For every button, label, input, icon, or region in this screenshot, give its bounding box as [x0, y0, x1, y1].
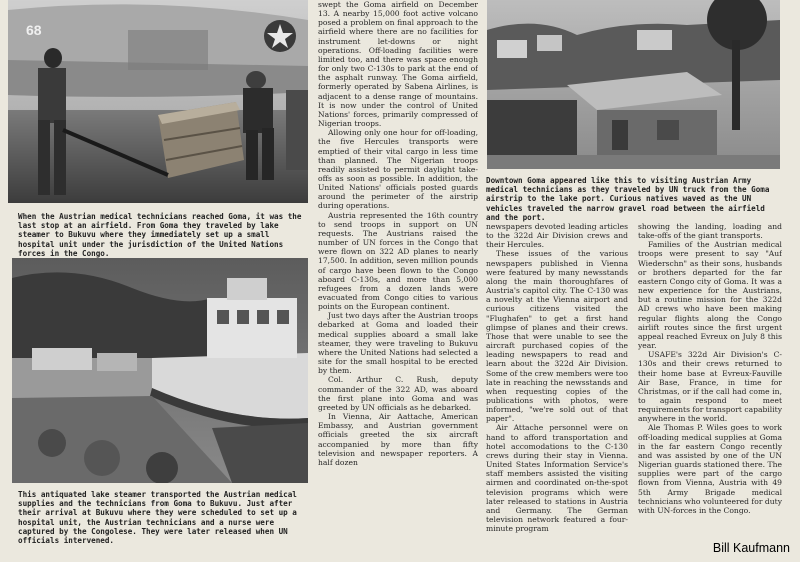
photo-lake-steamer	[12, 258, 308, 483]
paragraph: Austria represented the 16th country to send troops in support on UN requests. The Austrians raised the number of UN forces in the Congo that were flown on 322 AD planes to nearly 17,500. In addition, seven million pounds of cargo have been flown to the Congo aboard C-130s, and more than 5,000 refugees from a dozen lands were evacuated from Congo cities to various points on the European continent.	[318, 210, 478, 312]
paragraph: Ale Thomas P. Wiles goes to work off-loading medical supplies at Goma in the far eastern Congo recently and was assisted by one of the UN Nigerian guards stationed there. The supplies were part of the cargo flown from Vienna, Austria with 49 5th Army Brigade medical technicians who volunteered for duty with UN-forces in the Congo.	[638, 423, 782, 515]
article-column-middle-upper	[318, 0, 478, 562]
photo-goma-airfield-unloading	[8, 0, 308, 203]
article-column-center	[486, 222, 628, 562]
paragraph: In Vienna, Air Aattache, American Embassy, and Austrian government officials greeted the six aircraft accompanied by more than fifty television and newspaper reporters. A half dozen	[318, 412, 478, 467]
paragraph: Allowing only one hour for off-loading, the five Hercules transports were emptied of their vital cargo in less time than planned. The Nigerian troops readily assisted to permit daylight take-offs as soon as possible. In addition, the United Nations' officials posted guards around the perimeter of the airstrip during operations.	[318, 128, 478, 211]
photo-downtown-goma	[487, 0, 780, 169]
paragraph: Families of the Austrian medical troops were present to say "Auf Wiederschn" as their sons, husbands or brothers departed for the far eastern Congo city of Goma. It was a new experience for the Austrians, but a routine mission for the 322d AD crews who have been making regular flights along the Congo airlift routes since the first urgent appeal reached Evreux on July 8 this year.	[638, 240, 782, 351]
paragraph: Just two days after the Austrian troops debarked at Goma and loaded their medical supplies aboard a small lake steamer, they were traveling to Bukuvu where the United Nations had selected a site for the small hospital to be erected by them.	[318, 311, 478, 376]
paragraph: swept the Goma airfield on December 13. A nearby 15,000 foot active volcano posed a problem on final approach to the airfield where there are no facilities for instrument let-downs or night operations. Off-loading facilities were limited too, and there was space enough for only two C-130s to park at the end of the asphalt runway. The Goma airfield, formerly operated by Sabena Airlines, is adjacent to a dense range of mountains. It is now under the control of United Nations' forces, primarily compressed of Nigerian troops.	[318, 0, 478, 129]
paragraph: These issues of the various newspapers published in Vienna were featured by many newsstands along the main thoroughfares of Austria's capitol city. The C-130 was a novelty at the Vienna airport and curious citizens visited the "Flughafen" to get a first hand glimpse of planes and their crews. Those that were unable to see the aircraft purchased copies of the leading newspapers to read and learn about the 322d Air Division. Some of the crew members were too late in reaching the newsstands and when requesting copies of the publications with photos, were informed, "we're sold out of that paper".	[486, 249, 628, 424]
paragraph: USAFE's 322d Air Division's C-130s and their crews returned to their home base at Evreux-Fauville Air Base, France, in time for Christmas, or if the call had come in, to again respond to meet requirements for transport capability anywhere in the world.	[638, 350, 782, 424]
caption-photo-airfield: When the Austrian medical technicians reached Goma, it was the last stop at an airfield. From Goma they traveled by lake steamer to Bukuvu where they immediately set up a small hospital unit under the jurisdiction of the United Nations forces in the Congo.	[18, 212, 302, 258]
photo-credit: Bill Kaufmann	[712, 541, 790, 555]
caption-photo-downtown: Downtown Goma appeared like this to visiting Austrian Army medical technicians as they traveled by UN truck from the Goma airstrip to the lake port. Curious natives waved as the UN vehicles traveled the narrow gravel road between the airfield and the port.	[486, 176, 770, 222]
paragraph: newspapers devoted leading articles to the 322d Air Division crews and their Hercules.	[486, 222, 628, 250]
paragraph: Air Attache personnel were on hand to afford transportation and hotel accomodations to the C-130 crews during their stay in Vienna. United States Information Service's staff members assisted the visiting airmen and coordinated on-the-spot television programs which were later released to stations in Austria and Germany. The German television network featured a four-minute program	[486, 423, 628, 534]
paragraph: showing the landing, loading and take-offs of the giant transports.	[638, 222, 782, 241]
article-column-right	[638, 222, 782, 562]
paragraph: Col. Arthur C. Rush, deputy commander of the 322 AD, was aboard the first plane into Goma and was greeted by UN officials as he debarked.	[318, 375, 478, 412]
aircraft-number-text: 68	[26, 22, 42, 38]
caption-photo-steamer: This antiquated lake steamer transported the Austrian medical supplies and the technicians from Goma to Bukuvu. Just after their arrival at Bukuvu where they were scheduled to set up a hospital unit, the Austrian technicians and a nurse were captured by the Congolese. They were later released when UN officials intervened.	[18, 490, 297, 546]
